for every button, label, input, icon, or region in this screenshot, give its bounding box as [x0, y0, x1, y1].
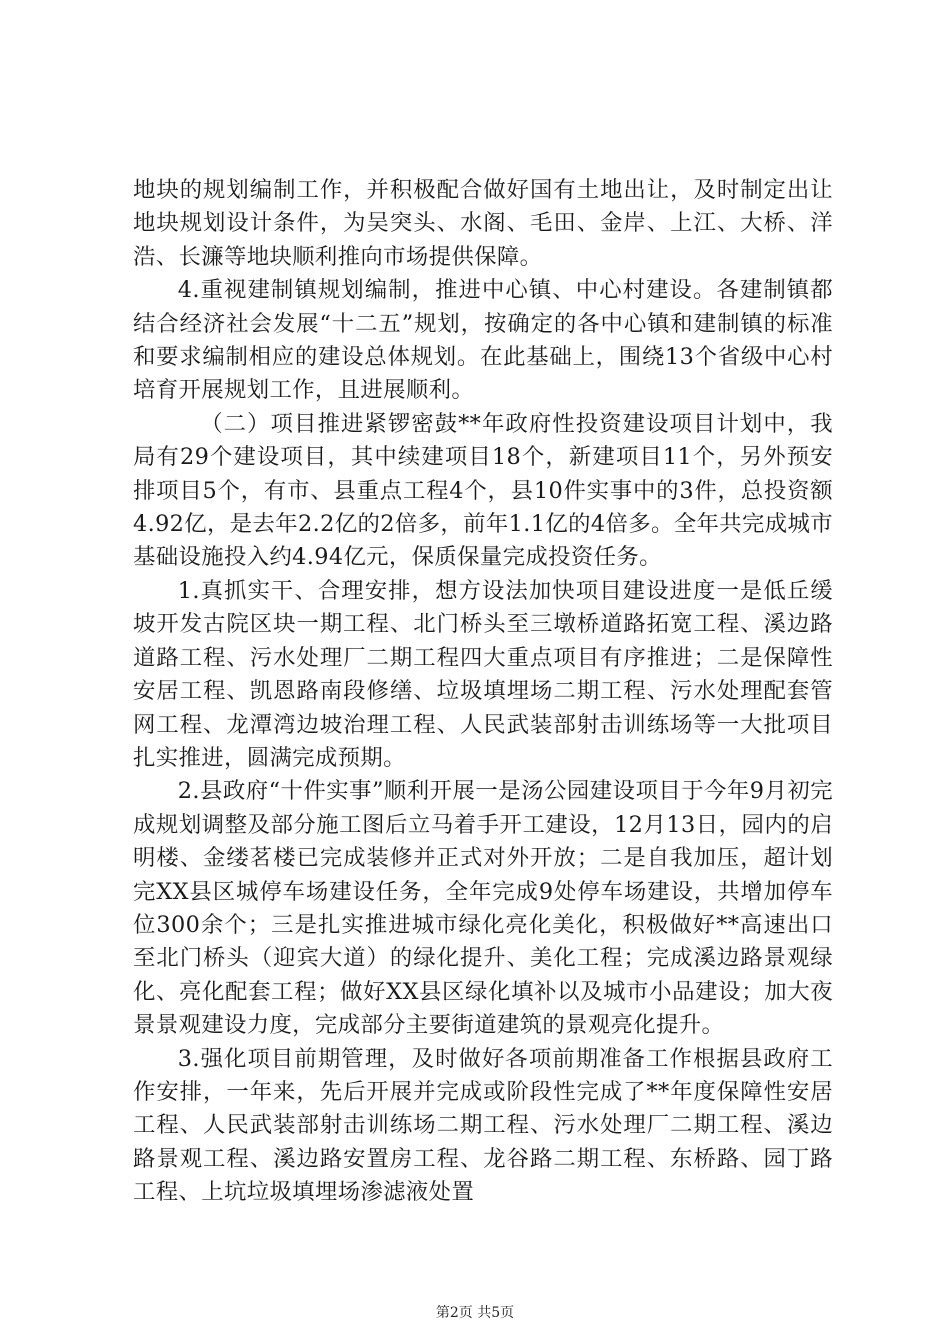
paragraph-item-2: 2.县政府“十件实事”顺利开展一是汤公园建设项目于今年9月初完成规划调整及部分施工图后立马着手开工建设，12月13日，园内的启明楼、金缕茗楼已完成装修并正式对外开放；二是自我加压，超计划完XX县区城停车场建设任务，全年完成9处停车场建设，共增加停车位300余个；三是扎实推进城市绿化亮化美化，积极做好**高速出口至北门桥头（迎宾大道）的绿化提升、美化工程；完成溪边路景观绿化、亮化配套工程；做好XX县区绿化填补以及城市小品建设；加大夜景景观建设力度，完成部分主要街道建筑的景观亮化提升。: [133, 778, 833, 1039]
paragraph-continuation: 地块的规划编制工作，并积极配合做好国有土地出让，及时制定出让地块规划设计条件，为吴突头、水阁、毛田、金岸、上江、大桥、洋浩、长濂等地块顺利推向市场提供保障。: [133, 177, 833, 270]
paragraph-project-promotion: （二）项目推进紧锣密鼓**年政府性投资建设项目计划中，我局有29个建设项目，其中续建项目18个，新建项目11个，另外预安排项目5个，有市、县重点工程4个，县10件实事中的3件，总投资额4.92亿，是去年2.2亿的2倍多，前年1.1亿的4倍多。全年共完成城市基础设施投入约4.94亿元，保质保量完成投资任务。: [133, 410, 833, 571]
paragraph-town-planning: 4.重视建制镇规划编制，推进中心镇、中心村建设。各建制镇都结合经济社会发展“十二五”规划，按确定的各中心镇和建制镇的标准和要求编制相应的建设总体规划。在此基础上，围绕13个省级中心村培育开展规划工作，且进展顺利。: [133, 277, 833, 404]
paragraph-item-1: 1.真抓实干、合理安排，想方设法加快项目建设进度一是低丘缓坡开发古院区块一期工程、北门桥头至三墩桥道路拓宽工程、溪边路道路工程、污水处理厂二期工程四大重点项目有序推进；二是保障性安居工程、凯恩路南段修缮、垃圾填埋场二期工程、污水处理配套管网工程、龙潭湾边坡治理工程、人民武装部射击训练场等一大批项目扎实推进，圆满完成预期。: [133, 577, 833, 771]
page-number-footer: 第2页 共5页: [435, 1305, 515, 1321]
document-body: [133, 174, 833, 1210]
paragraph-item-3: 3.强化项目前期管理，及时做好各项前期准备工作根据县政府工作安排，一年来，先后开展并完成或阶段性完成了**年度保障性安居工程、人民武装部射击训练场二期工程、污水处理厂二期工程、溪边路景观工程、溪边路安置房工程、龙谷路二期工程、东桥路、园丁路工程、上坑垃圾填埋场渗滤液处置: [133, 1045, 833, 1206]
